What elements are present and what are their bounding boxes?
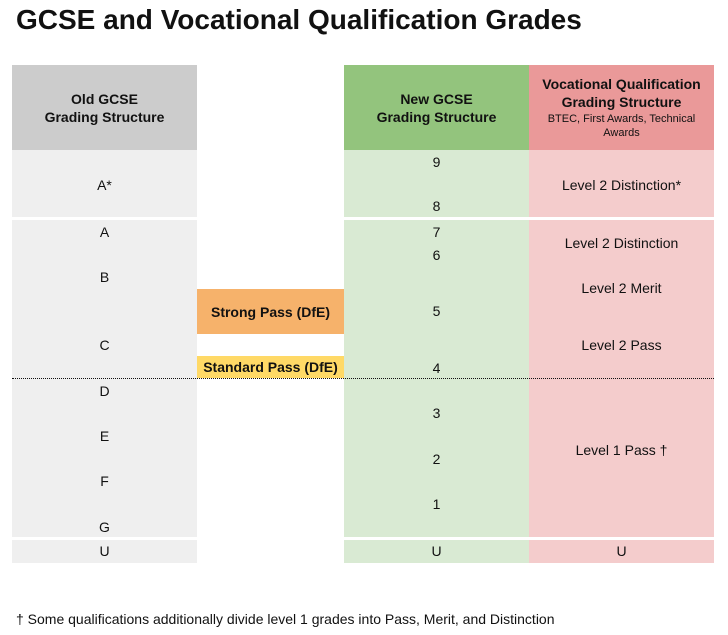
voc-grade-distinction-star: Level 2 Distinction* [561, 177, 682, 193]
new-gcse-header [344, 65, 529, 150]
voc-grade-level2-pass: Level 2 Pass [581, 337, 662, 353]
voc-grade-level1-pass: Level 1 Pass † [575, 442, 668, 458]
old-grade-f: F [100, 473, 109, 489]
pass-boundary-line [12, 378, 714, 379]
old-header-line1: Old GCSE [71, 90, 138, 107]
voc-grade-u: U [616, 543, 627, 559]
new-grade-8: 8 [432, 198, 441, 214]
new-grade-4: 4 [432, 360, 441, 376]
new-header-line2: Grading Structure [376, 108, 497, 125]
footnote: † Some qualifications additionally divide level 1 grades into Pass, Merit, and Distinction [16, 611, 555, 627]
old-grade-e: E [99, 428, 110, 444]
row-separator [12, 537, 197, 540]
row-separator [344, 537, 714, 540]
standard-pass-box: Standard Pass (DfE) [197, 356, 344, 378]
old-header-line2: Grading Structure [44, 108, 165, 125]
voc-grade-distinction: Level 2 Distinction [564, 235, 679, 251]
new-grade-1: 1 [432, 496, 441, 512]
new-grade-9: 9 [432, 154, 441, 170]
old-gcse-header [12, 65, 197, 150]
voc-grade-merit: Level 2 Merit [581, 280, 662, 296]
old-grade-c: C [99, 337, 110, 353]
old-grade-b: B [99, 269, 110, 285]
vocational-header [529, 65, 714, 150]
old-grade-u: U [99, 543, 110, 559]
old-body-bg [12, 150, 197, 563]
new-header-line1: New GCSE [400, 90, 473, 107]
old-grade-a-star: A* [97, 177, 112, 193]
new-grade-2: 2 [432, 451, 441, 467]
strong-pass-box: Strong Pass (DfE) [197, 289, 344, 334]
new-grade-7: 7 [432, 224, 441, 240]
new-grade-5: 5 [432, 303, 441, 319]
old-grade-a: A [99, 224, 110, 240]
voc-header-subtitle: BTEC, First Awards, Technical Awards [547, 113, 696, 139]
page-title: GCSE and Vocational Qualification Grades [16, 4, 582, 35]
row-separator [12, 217, 197, 220]
new-grade-u: U [431, 543, 442, 559]
voc-header-line2: Grading Structure [561, 94, 682, 110]
voc-body-bg [529, 150, 714, 563]
voc-header-line1: Vocational Qualification [542, 76, 701, 92]
new-grade-6: 6 [432, 247, 441, 263]
row-separator [344, 217, 714, 220]
old-grade-d: D [99, 383, 110, 399]
old-grade-g: G [99, 519, 110, 535]
new-grade-3: 3 [432, 405, 441, 421]
